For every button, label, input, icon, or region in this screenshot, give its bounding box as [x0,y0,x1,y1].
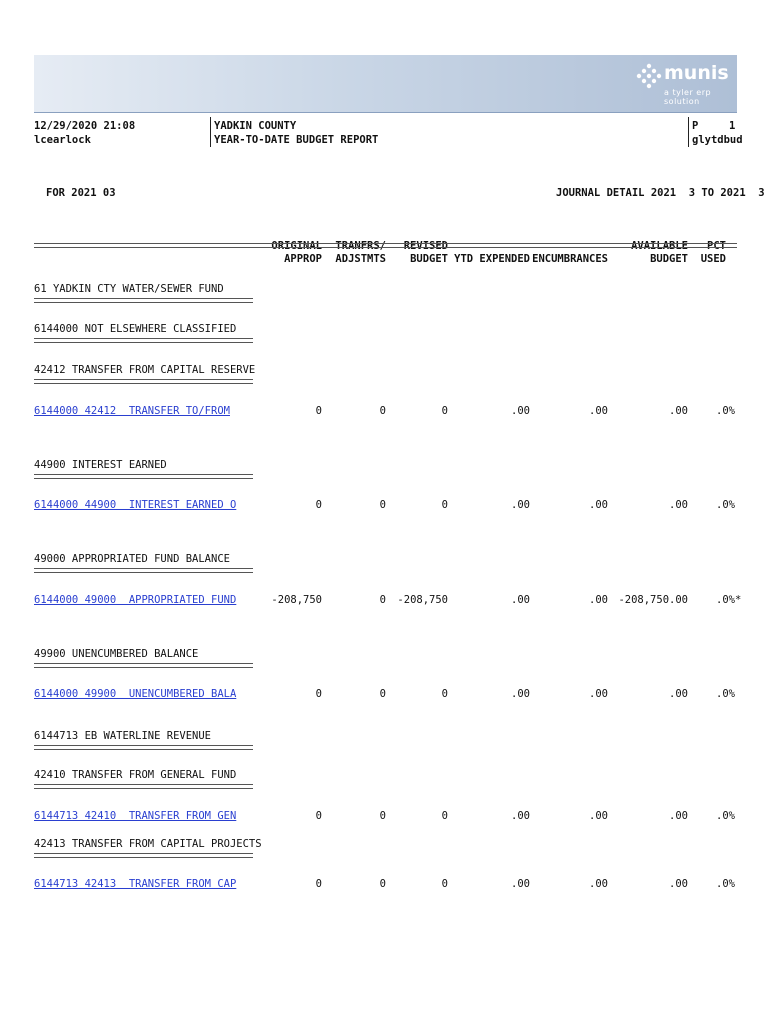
cell-revised: 0 [441,499,448,511]
heading-underline [34,663,253,668]
cell-revised: 0 [441,405,448,417]
heading-underline [34,298,253,303]
heading-underline [34,379,253,384]
col-revised-budget: REVISED BUDGET [403,240,448,265]
cell-original: 0 [315,688,322,700]
account-link[interactable]: 6144000 49000 APPROPRIATED FUND [34,594,237,606]
cell-ytd: .00 [511,594,530,606]
page-number: 1 [729,120,736,132]
account-link[interactable]: 6144000 49900 UNENCUMBERED BALA [34,688,237,700]
heading-underline [34,474,253,479]
for-period: FOR 2021 03 [46,187,116,199]
col-available-budget: AVAILABLE BUDGET [631,240,688,265]
cell-ytd: .00 [511,688,530,700]
cell-revised: 0 [441,810,448,822]
col-original-approp: ORIGINAL APPROP [271,240,322,265]
header-rule [34,243,737,248]
cell-pct: .0% [716,405,735,417]
header-divider-left [210,117,211,147]
header-divider-right [688,117,689,147]
account-link[interactable]: 6144000 42412 TRANSFER TO/FROM [34,405,230,417]
account-link[interactable]: 6144000 44900 INTEREST EARNED O [34,499,237,511]
report-user: lcearlock [34,134,91,146]
heading-object: 42413 TRANSFER FROM CAPITAL PROJECTS [34,838,262,850]
cell-tranfrs: 0 [379,878,386,890]
col-pct-used: PCT USED [700,240,726,265]
report-banner [34,55,737,113]
cell-ytd: .00 [511,405,530,417]
report-datetime: 12/29/2020 21:08 [34,120,136,132]
cell-tranfrs: 0 [379,499,386,511]
logo-tagline: a tyler erp solution [664,88,712,106]
heading-underline [34,784,253,789]
cell-tranfrs: 0 [379,810,386,822]
heading-object: 44900 INTEREST EARNED [34,459,167,471]
cell-pct: .0% [716,688,735,700]
cell-ytd: .00 [511,499,530,511]
journal-detail: JOURNAL DETAIL 2021 3 TO 2021 3 [556,187,765,199]
cell-avail: .00 [669,810,688,822]
heading-fund: 61 YADKIN CTY WATER/SEWER FUND [34,283,224,295]
cell-enc: .00 [589,810,608,822]
cell-avail: -208,750.00 [618,594,688,606]
munis-logo [636,61,731,105]
heading-object: 49000 APPROPRIATED FUND BALANCE [34,553,230,565]
cell-ytd: .00 [511,810,530,822]
heading-underline [34,568,253,573]
heading-object: 49900 UNENCUMBERED BALANCE [34,648,199,660]
program-name: glytdbud [692,134,743,146]
page-label: P [692,120,699,132]
cell-revised: 0 [441,878,448,890]
col-tranfrs-adjstmts: TRANFRS/ ADJSTMTS [335,240,386,265]
heading-object: 42410 TRANSFER FROM GENERAL FUND [34,769,237,781]
cell-avail: .00 [669,688,688,700]
cell-tranfrs: 0 [379,594,386,606]
cell-revised: -208,750 [397,594,448,606]
cell-enc: .00 [589,688,608,700]
account-link[interactable]: 6144713 42413 TRANSFER FROM CAP [34,878,237,890]
org-name: YADKIN COUNTY [214,120,297,132]
cell-original: 0 [315,405,322,417]
cell-ytd: .00 [511,878,530,890]
cell-original: 0 [315,499,322,511]
heading-underline [34,853,253,858]
cell-tranfrs: 0 [379,688,386,700]
cell-enc: .00 [589,878,608,890]
cell-original: 0 [315,810,322,822]
heading-underline [34,745,253,750]
col-ytd-expended: YTD EXPENDED [454,253,530,265]
cell-enc: .00 [589,594,608,606]
cell-enc: .00 [589,499,608,511]
cell-pct: .0% [716,878,735,890]
cell-enc: .00 [589,405,608,417]
account-link[interactable]: 6144713 42410 TRANSFER FROM GEN [34,810,237,822]
cell-pct: .0% [716,499,735,511]
logo-wordmark: munis [664,62,729,84]
cell-original: 0 [315,878,322,890]
heading-underline [34,338,253,343]
heading-department: 6144713 EB WATERLINE REVENUE [34,730,212,742]
cell-avail: .00 [669,499,688,511]
cell-revised: 0 [441,688,448,700]
cell-avail: .00 [669,405,688,417]
cell-avail: .00 [669,878,688,890]
cell-pct: .0% [716,810,735,822]
cell-original: -208,750 [271,594,322,606]
report-title: YEAR-TO-DATE BUDGET REPORT [214,134,379,146]
heading-object: 42412 TRANSFER FROM CAPITAL RESERVE [34,364,256,376]
heading-department: 6144000 NOT ELSEWHERE CLASSIFIED [34,323,237,335]
cell-pct: .0%* [716,594,742,606]
logo-dots-icon [636,63,662,89]
col-encumbrances: ENCUMBRANCES [532,253,608,265]
cell-tranfrs: 0 [379,405,386,417]
